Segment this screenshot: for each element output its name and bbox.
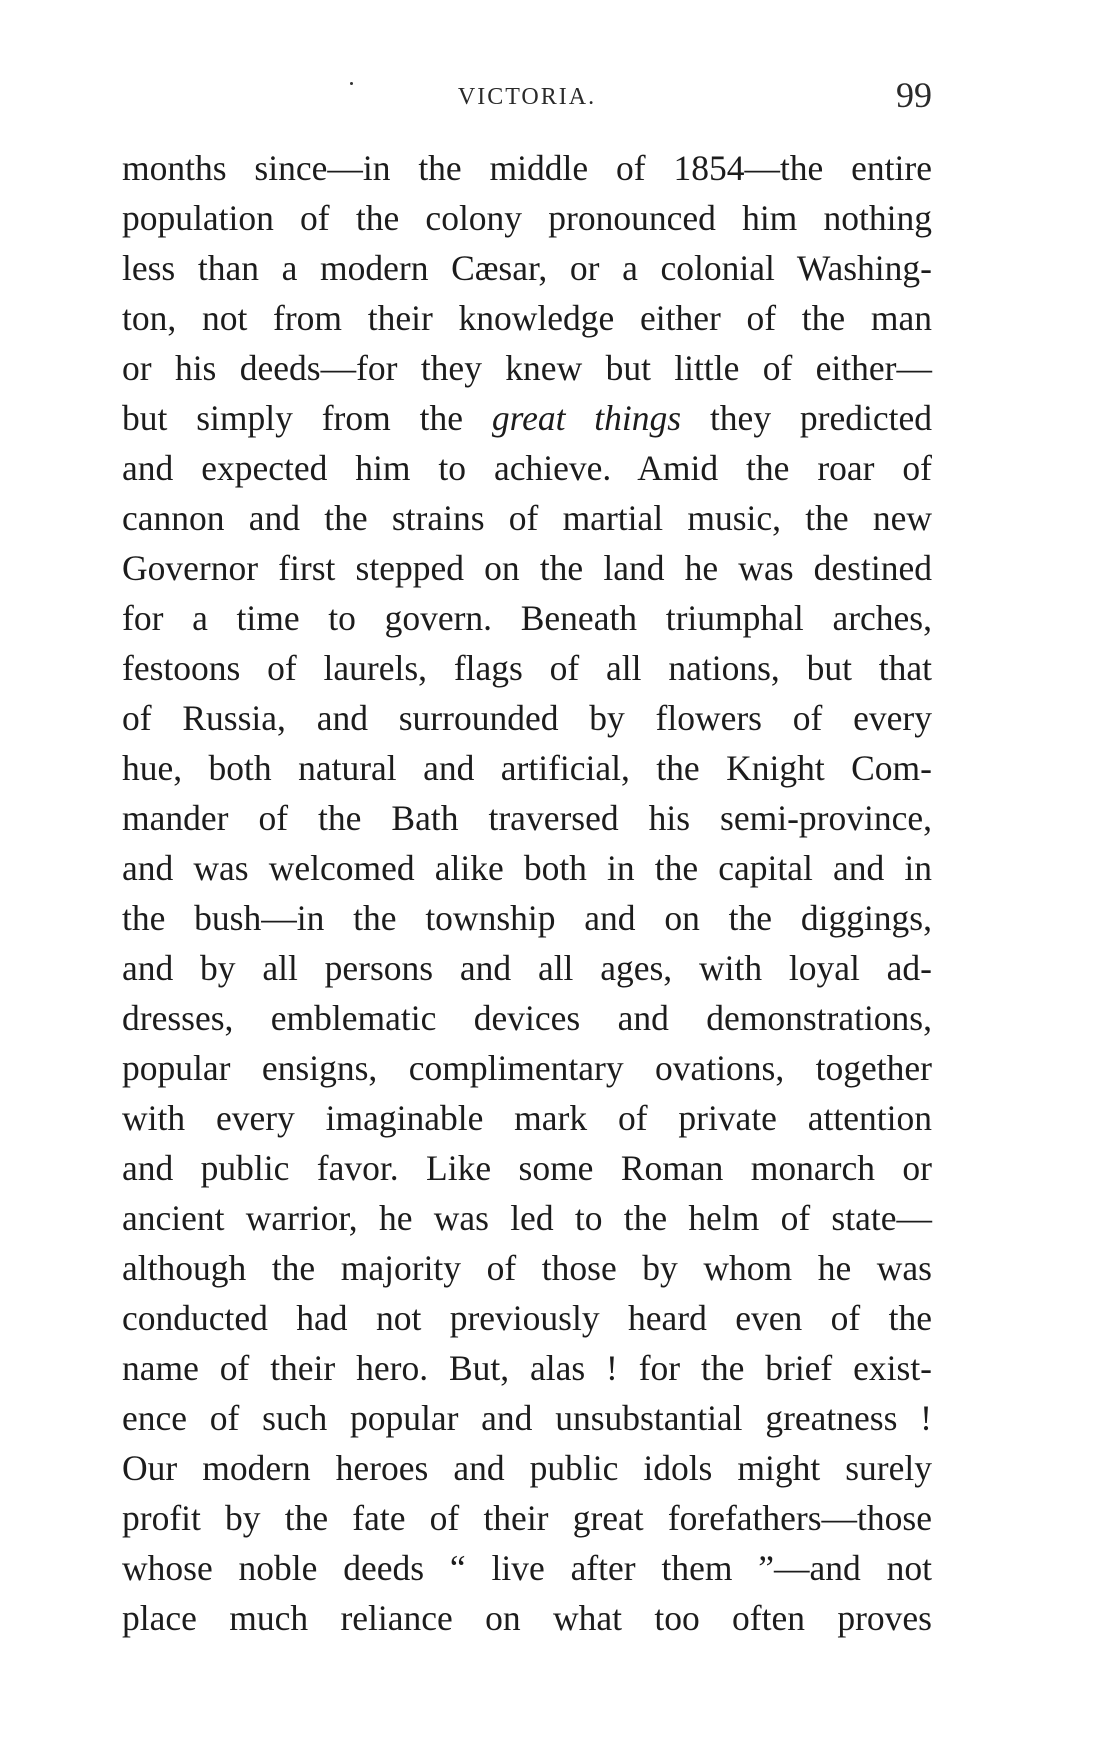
- text-line: and expected him to achieve. Amid the roar of: [122, 448, 932, 488]
- body-text: [122, 143, 932, 1643]
- text-line: conducted had not previously heard even of the: [122, 1298, 932, 1338]
- text-line: mander of the Bath traversed his semi-province,: [122, 798, 932, 838]
- text-line: dresses, emblematic devices and demonstrations,: [122, 998, 932, 1038]
- text-line: name of their hero. But, alas ! for the brief exist-: [122, 1348, 932, 1388]
- text-line: cannon and the strains of martial music, the new: [122, 498, 932, 538]
- text-line: profit by the fate of their great forefathers—those: [122, 1498, 932, 1538]
- page-number: 99: [896, 75, 932, 115]
- print-speck: [350, 82, 353, 85]
- text-line: and by all persons and all ages, with loyal ad-: [122, 948, 932, 988]
- text-segment: they predicted: [681, 398, 932, 438]
- text-line: festoons of laurels, flags of all nations, but that: [122, 648, 932, 688]
- text-segment: but simply from the: [122, 398, 492, 438]
- text-line: and was welcomed alike both in the capital and in: [122, 848, 932, 888]
- text-line: place much reliance on what too often proves: [122, 1598, 932, 1638]
- text-line: popular ensigns, complimentary ovations, together: [122, 1048, 932, 1088]
- text-line: although the majority of those by whom he was: [122, 1248, 932, 1288]
- text-line-italic: [122, 393, 932, 443]
- running-title: VICTORIA.: [457, 84, 597, 110]
- text-line: population of the colony pronounced him nothing: [122, 198, 932, 238]
- text-line: of Russia, and surrounded by flowers of every: [122, 698, 932, 738]
- text-line: ancient warrior, he was led to the helm of state—: [122, 1198, 932, 1238]
- text-line: hue, both natural and artificial, the Knight Com-: [122, 748, 932, 788]
- text-line: with every imaginable mark of private attention: [122, 1098, 932, 1138]
- text-line: Governor first stepped on the land he was destined: [122, 548, 932, 588]
- text-line: or his deeds—for they knew but little of either—: [122, 348, 932, 388]
- text-line: less than a modern Cæsar, or a colonial Washing-: [122, 248, 932, 288]
- running-head: [122, 74, 932, 124]
- text-line: whose noble deeds “ live after them ”—and not: [122, 1548, 932, 1588]
- text-line: Our modern heroes and public idols might surely: [122, 1448, 932, 1488]
- text-line: months since—in the middle of 1854—the entire: [122, 148, 932, 188]
- text-line: for a time to govern. Beneath triumphal arches,: [122, 598, 932, 638]
- text-line: the bush—in the township and on the diggings,: [122, 898, 932, 938]
- text-line: and public favor. Like some Roman monarch or: [122, 1148, 932, 1188]
- text-line: ence of such popular and unsubstantial greatness !: [122, 1398, 932, 1438]
- italic-phrase: great things: [491, 398, 682, 438]
- text-line: ton, not from their knowledge either of the man: [122, 298, 932, 338]
